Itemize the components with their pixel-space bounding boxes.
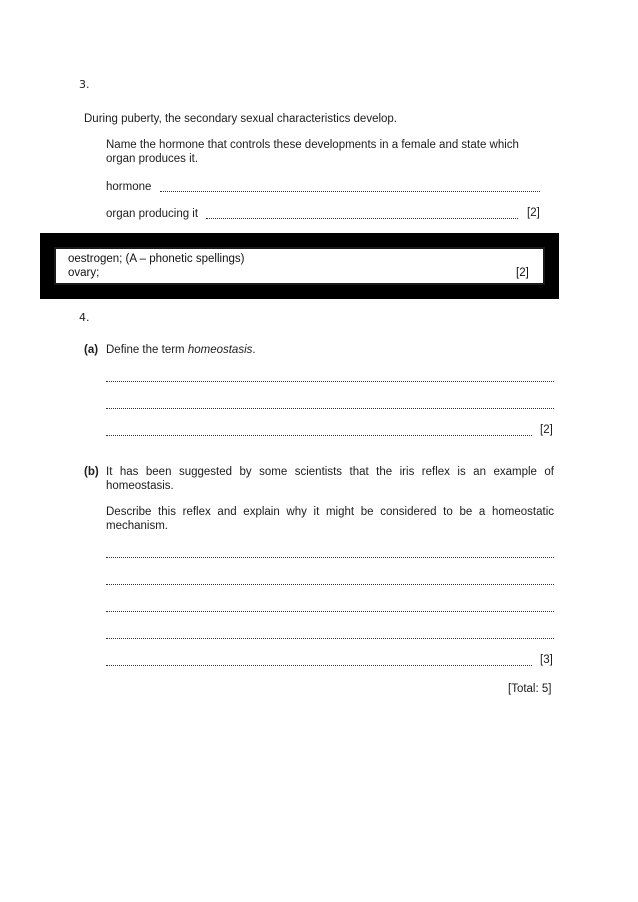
- q4b-describe-line2: mechanism.: [106, 520, 168, 532]
- q3-hormone-label: hormone: [106, 181, 152, 193]
- q4b-answer-line-4: [106, 638, 554, 639]
- mark-scheme-line1: oestrogen; (A – phonetic spellings): [68, 253, 245, 265]
- q3-intro: During puberty, the secondary sexual characteristics develop.: [84, 113, 398, 125]
- q4b-describe-line1: Describe this reflex and explain why it might be considered to be a homeostatic: [106, 506, 554, 518]
- q4b-label: (b): [84, 466, 99, 478]
- q3-prompt-line1: Name the hormone that controls these developments in a female and state which: [106, 139, 519, 151]
- q3-organ-label: organ producing it: [106, 208, 199, 220]
- q4b-answer-line-2: [106, 584, 554, 585]
- question-4-number: 4.: [79, 311, 90, 324]
- mark-scheme-inner: [54, 247, 545, 285]
- q4a-answer-line-1: [106, 381, 554, 382]
- question-3-number: 3.: [79, 78, 90, 91]
- q4a-text-italic: homeostasis: [187, 344, 253, 356]
- q4a-answer-line-2: [106, 408, 554, 409]
- q3-hormone-answer-line: [160, 191, 540, 192]
- q4b-text-line1: It has been suggested by some scientists that the iris reflex is an example of: [106, 466, 554, 478]
- q4a-text: [106, 343, 256, 357]
- q4b-answer-line-5: [106, 665, 532, 666]
- mark-scheme-marks: [2]: [516, 267, 529, 279]
- q4a-label: (a): [84, 344, 99, 356]
- q4b-marks: [3]: [540, 654, 553, 666]
- q4-total: [Total: 5]: [508, 683, 552, 695]
- q3-marks: [2]: [527, 207, 540, 219]
- q4b-answer-line-1: [106, 557, 554, 558]
- q4b-answer-line-3: [106, 611, 554, 612]
- q4a-answer-line-3: [106, 435, 532, 436]
- mark-scheme-line2: ovary;: [68, 267, 100, 279]
- q4b-text-line2: homeostasis.: [106, 480, 174, 492]
- q3-prompt-line2: organ produces it.: [106, 153, 199, 165]
- q4a-marks: [2]: [540, 424, 553, 436]
- mark-scheme-box: [40, 233, 559, 299]
- q4a-text-suffix: .: [252, 344, 256, 356]
- q4a-text-prefix: Define the term: [106, 344, 188, 356]
- q3-organ-answer-line: [206, 218, 518, 219]
